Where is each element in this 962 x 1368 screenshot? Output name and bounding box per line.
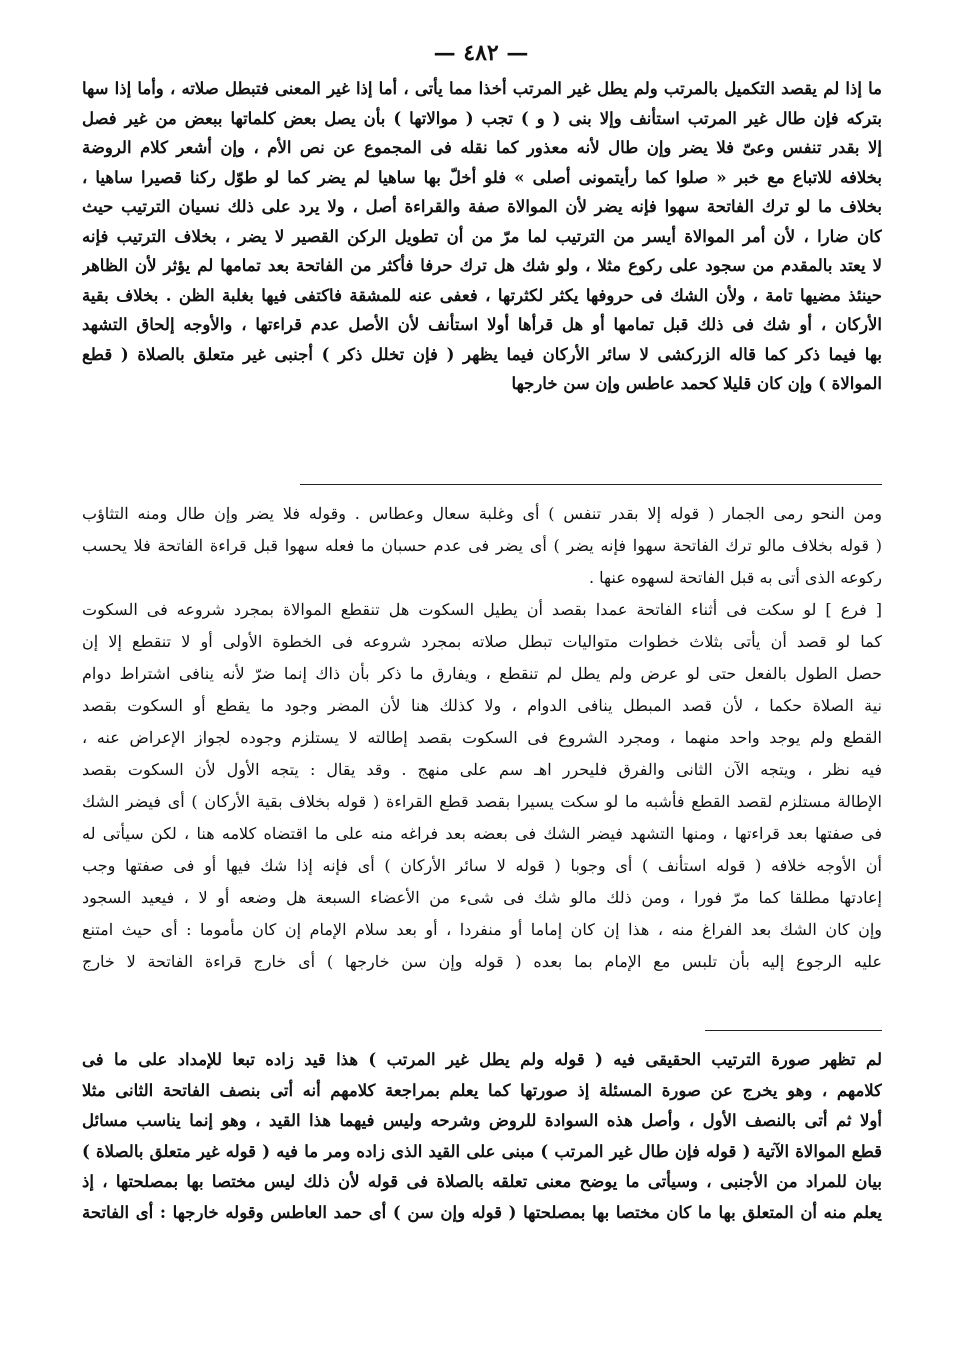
page-number: — ٤٨٢ — bbox=[433, 40, 529, 66]
text-line: إعادتها مطلقا كما مرّ فورا ، ومن ذلك مالو شك فى شىء من الأعضاء السبعة هل وضعه أو لا ، فيعيد السجود bbox=[82, 888, 882, 907]
text-line: ومن النحو رمى الجمار ( قوله إلا بقدر تنفس ) أى وغلبة سعال وعطاس . وقوله فلا يضر وإن طال ومنه التثاؤب bbox=[82, 504, 882, 523]
text-line: فيه نظر ، ويتجه الآن الثانى والفرق فليحرر اهـ سم على منهج . وقد يقال : يتجه الأول لأن السكوت بقصد bbox=[82, 760, 882, 779]
text-line: إلا بقدر تنفس وعىّ فلا يضر وإن طال لأنه معذور كما نقله فى المجموع عن نص الأم ، وإن أشعر كلام الروضة bbox=[82, 138, 882, 157]
text-line: يعلم منه أن المتعلق بها ما كان مختصا بها بمصلحتها ( قوله وإن سن ) أى حمد العاطس وقوله خارجها : أى الفاتحة bbox=[82, 1202, 882, 1222]
text-line: ركوعه الذى أتى به قبل الفاتحة لسهوه عنها . bbox=[588, 568, 882, 587]
commentary-lower bbox=[82, 1045, 882, 1228]
text-line: كما لو قصد أن يأتى بثلاث خطوات متواليات تبطل صلاته بمجرد شروعه فى الخطوة الأولى أو لا تنقطع إلا إن bbox=[82, 632, 882, 651]
text-line: كان ضارا ، لأن أمر الموالاة أيسر من الترتيب لما مرّ من أن تطويل الركن القصير لا يضر ، بخلاف الترتيب فإنه bbox=[82, 226, 882, 246]
text-line: بتركه فإن طال غير المرتب استأنف وإلا بنى ( و ) تجب ( موالاتها ) بأن يصل بعض كلماتها ببعض من غير فصل bbox=[82, 108, 882, 128]
text-line: نية الصلاة حكما ، لأن قصد المبطل ينافى الدوام ، ولا كذلك هنا لأن المضر وجود ما يقطع أو السكوت بقصد bbox=[82, 696, 882, 715]
text-line: بخلافه للاتباع مع خبر « صلوا كما رأيتمونى أصلى » فلو أخلّ بها ساهيا لم يضر كما لو طوّل ركنا قصيرا ساهيا ، bbox=[82, 167, 882, 187]
text-line: الإطالة مستلزم لقصد القطع فأشبه ما لو سكت يسيرا بقصد قطع القراءة ( قوله بخلاف بقية الأركان ) أى فيضر الشك bbox=[82, 792, 882, 811]
text-line: لا يعتد بالمقدم من سجود على ركوع مثلا ، ولو شك هل ترك حرفا فأكثر من الفاتحة بعد تمامها لم يؤثر لأن الظاهر bbox=[82, 256, 882, 275]
separator-rule bbox=[300, 484, 882, 485]
text-line: كلامهم ، وهو يخرج عن صورة المسئلة إذ صورتها كما يعلم بمراجعة كلامهم أنه أتى بنصف الفاتحة الثانى مثلا bbox=[82, 1080, 882, 1100]
commentary-upper bbox=[82, 498, 882, 978]
text-line: حصل الطول بالفعل حتى لو عرض ولم يطل لم تنقطع ، ويفارق ما ذكر بأن ذاك إنما ضرّ لأنه ينافى اشتراط دوام bbox=[82, 664, 882, 683]
text-line: الموالاة ) وإن كان قليلا كحمد عاطس وإن سن خارجها bbox=[511, 374, 882, 393]
text-line: لم تظهر صورة الترتيب الحقيقى فيه ( قوله ولم يطل غير المرتب ) هذا قيد زاده تبعا للإمداد على ما فى bbox=[82, 1050, 882, 1069]
text-line: [ فرع ] لو سكت فى أثناء الفاتحة عمدا بقصد أن يطيل السكوت هل تنقطع الموالاة بمجرد شروعه فى السكوت bbox=[82, 600, 882, 619]
text-line: وإن كان الشك بعد الفراغ منه ، هذا إن كان إماما أو منفردا ، أو بعد سلام الإمام إن كان مأموما : أى حيث امتنع bbox=[82, 920, 882, 939]
text-line: أولا ثم أتى بالنصف الأول ، وأصل هذه السوادة للروض وشرحه وليس فيهما هذا القيد ، وهو إنما يناسب مسائل bbox=[82, 1111, 882, 1130]
text-line: ( قوله بخلاف مالو ترك الفاتحة سهوا فإنه يضر ) أى يضر فى عدم حسبان ما فعله سهوا قبل قراءة الفاتحة فلا يحسب bbox=[82, 536, 882, 555]
text-line: الأركان ، أو شك فى ذلك قبل تمامها أو هل قرأها أولا استأنف لأن الأصل عدم قراءتها ، والأوجه إلحاق التشهد bbox=[82, 315, 882, 334]
text-line: أن الأوجه خلافه ( قوله استأنف ) أى وجوبا ( قوله لا سائر الأركان ) أى فإنه إذا شك فيها أو فى صفتها وجب bbox=[82, 856, 882, 875]
text-line: بيان للمراد من الأجنبى ، وسيأتى ما يوضح معنى تعلقه بالصلاة فى قوله لأن ذلك ليس مختصا بها بمصلحتها ، إذ bbox=[82, 1172, 882, 1191]
text-line: قطع الموالاة الآتية ( قوله فإن طال غير المرتب ) مبنى على القيد الذى زاده ومر ما فيه ( قوله غير متعلق بالصلاة ) bbox=[82, 1141, 882, 1161]
text-line: بخلاف ما لو ترك الفاتحة سهوا فإنه يضر لأن الموالاة صفة والقراءة أصل ، ولا يرد على ذلك نسيان الترتيب حيث bbox=[82, 197, 882, 216]
text-line: ما إذا لم يقصد التكميل بالمرتب ولم يطل غير المرتب أخذا مما يأتى ، أما إذا غير المعنى فتبطل صلاته ، وأما إذا سها bbox=[82, 79, 882, 98]
text-line: عليه الرجوع إليه بأن تلبس مع الإمام بما بعده ( قوله وإن سن خارجها ) أى خارج قراءة الفاتحة لا خارج bbox=[82, 952, 882, 971]
text-line: حينئذ مضيها تامة ، ولأن الشك فى حروفها يكثر لكثرتها ، فعفى عنه للمشقة فاكتفى فيها بغلبة الظن . بخلاف بقية bbox=[82, 285, 882, 305]
text-line: بها فيما ذكر كما قاله الزركشى لا سائر الأركان فيما يظهر ( فإن تخلل ذكر ) أجنبى غير متعلق بالصلاة ( قطع bbox=[82, 344, 882, 364]
main-text bbox=[82, 74, 882, 399]
text-line: فى صفتها بعد قراءتها ، ومنها التشهد فيضر الشك فى بعضه بعد فراغه منه على ما اقتضاه كلامه هنا ، لكن سيأتى له bbox=[82, 824, 882, 843]
separator-rule-lower bbox=[705, 1030, 882, 1031]
text-line: القطع ولم يوجد واحد منهما ، ومجرد الشروع فى السكوت بقصد إطالته لا يستلزم وجوده لجواز الإعراض عنه ، bbox=[82, 728, 882, 747]
